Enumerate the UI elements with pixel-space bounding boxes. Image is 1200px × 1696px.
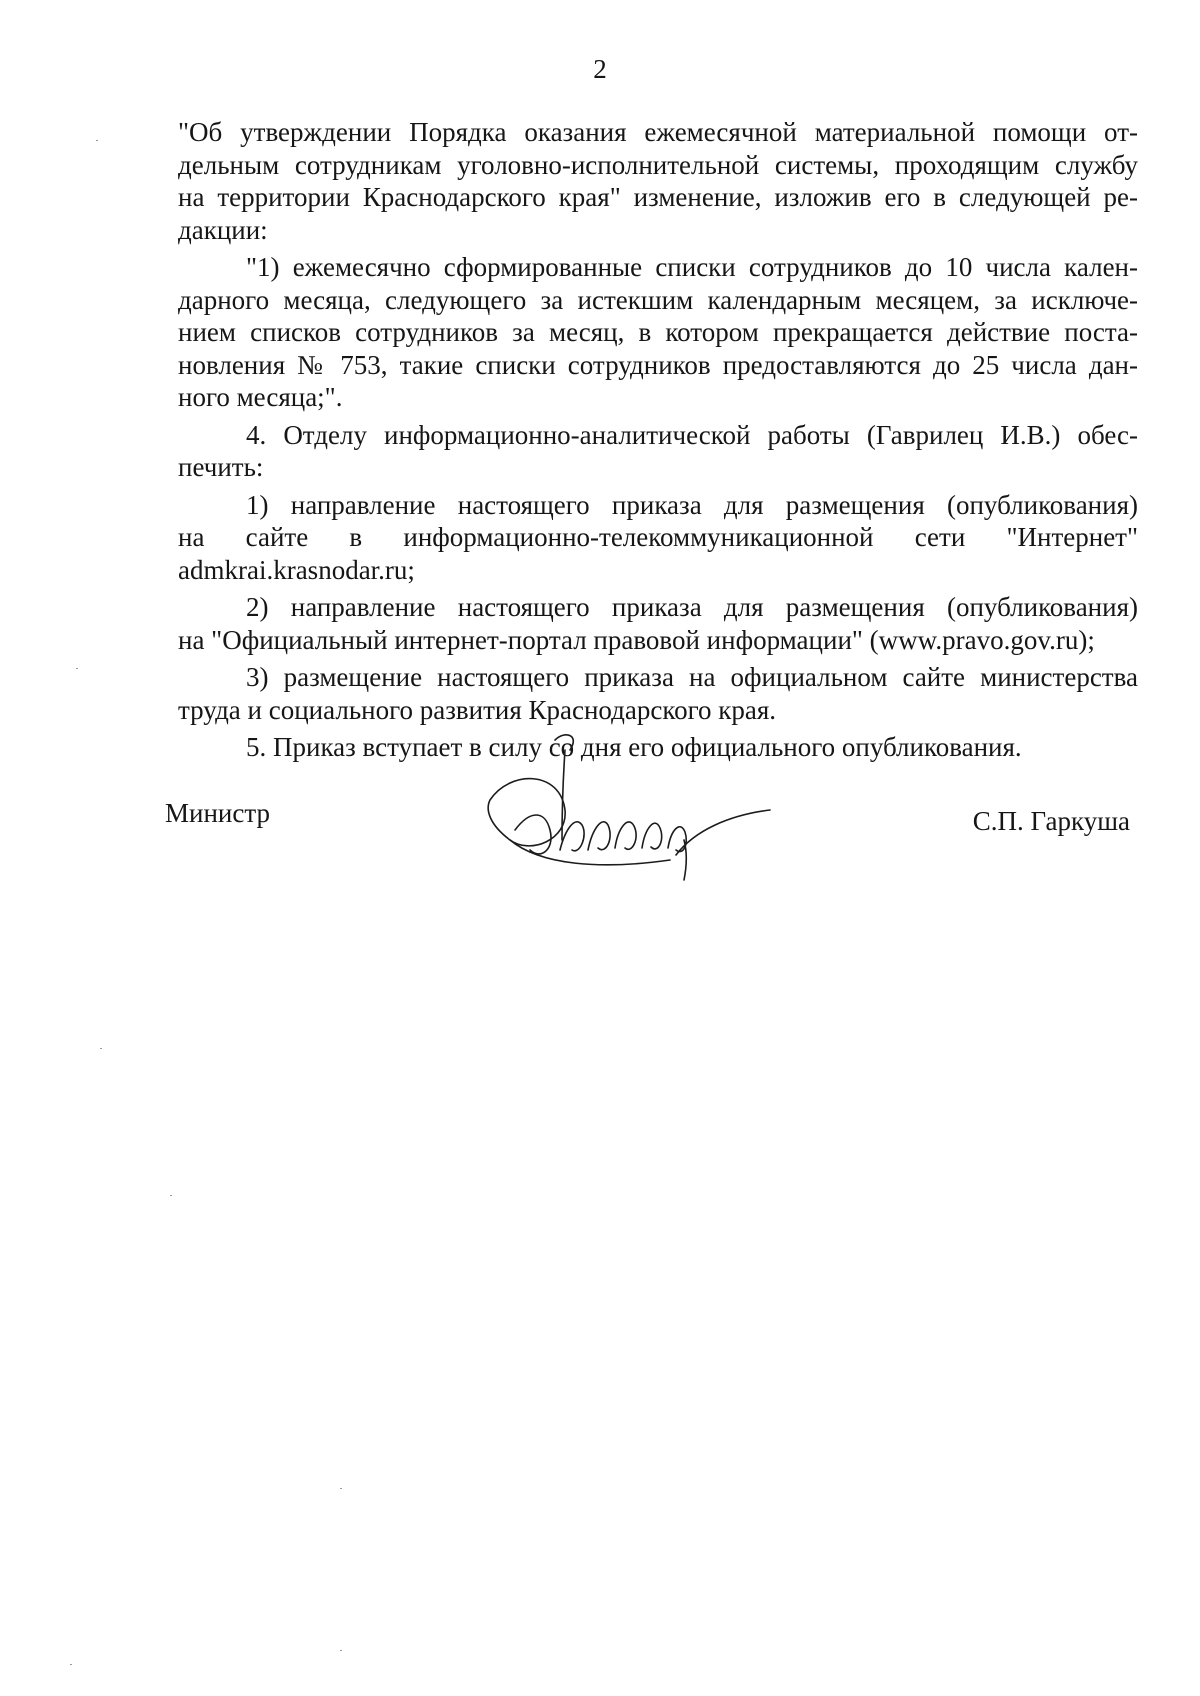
signatory-title: Министр <box>165 798 270 828</box>
text-line: admkrai.krasnodar.ru; <box>178 554 415 585</box>
signature-block <box>0 790 1200 900</box>
scan-speck <box>100 1048 102 1049</box>
text-line: печить: <box>178 452 264 482</box>
handwritten-signature <box>470 730 810 890</box>
text-line: дельным сотрудникам уголовно-исполнительной системы, проходящим службу <box>178 149 1138 180</box>
text-line: 1) направление настоящего приказа для размещения (опубликования) <box>246 489 1138 520</box>
scan-speck <box>170 1195 172 1196</box>
text-line: на сайте в информационно-телекоммуникационной сети "Интернет" <box>178 522 1138 552</box>
text-line: "1) ежемесячно сформированные списки сотрудников до 10 числа кален- <box>246 252 1138 282</box>
text-line: "Об утверждении Порядка оказания ежемесячной материальной помощи от- <box>178 117 1138 147</box>
text-line: дакции: <box>178 214 268 245</box>
document-body <box>178 116 1138 769</box>
text-line: 5. Приказ вступает в силу со дня его официального опубликования. <box>246 732 1022 762</box>
text-line: труда и социального развития Краснодарского края. <box>178 694 777 725</box>
text-line: ного месяца;". <box>178 382 343 412</box>
text-line: на "Официальный интернет-портал правовой информации" (www.pravo.gov.ru); <box>178 624 1095 655</box>
text-line: новления № 753, такие списки сотрудников предоставляются до 25 числа дан- <box>178 349 1138 380</box>
scan-speck <box>76 668 78 669</box>
scan-speck <box>96 140 98 141</box>
paragraph-amendment-title <box>178 116 1138 246</box>
paragraph-subitem-2 <box>178 591 1138 656</box>
scan-speck <box>340 1488 342 1489</box>
page-number: 2 <box>593 54 607 84</box>
text-line: на территории Краснодарского края" изменение, изложив его в следующей ре- <box>178 182 1138 212</box>
paragraph-item-4 <box>178 419 1138 484</box>
paragraph-new-wording <box>178 251 1138 414</box>
scan-speck <box>340 1650 342 1651</box>
scan-speck <box>70 1664 72 1665</box>
paragraph-subitem-1 <box>178 489 1138 587</box>
text-line: нием списков сотрудников за месяц, в котором прекращается действие поста- <box>178 317 1138 347</box>
text-line: 2) направление настоящего приказа для размещения (опубликования) <box>246 592 1138 622</box>
text-line: 4. Отделу информационно-аналитической работы (Гаврилец И.В.) обес- <box>246 419 1138 450</box>
signatory-name: С.П. Гаркуша <box>972 806 1130 836</box>
text-line: 3) размещение настоящего приказа на официальном сайте министерства <box>246 662 1138 692</box>
text-line: дарного месяца, следующего за истекшим календарным месяцем, за исключе- <box>178 284 1138 315</box>
paragraph-subitem-3 <box>178 661 1138 726</box>
